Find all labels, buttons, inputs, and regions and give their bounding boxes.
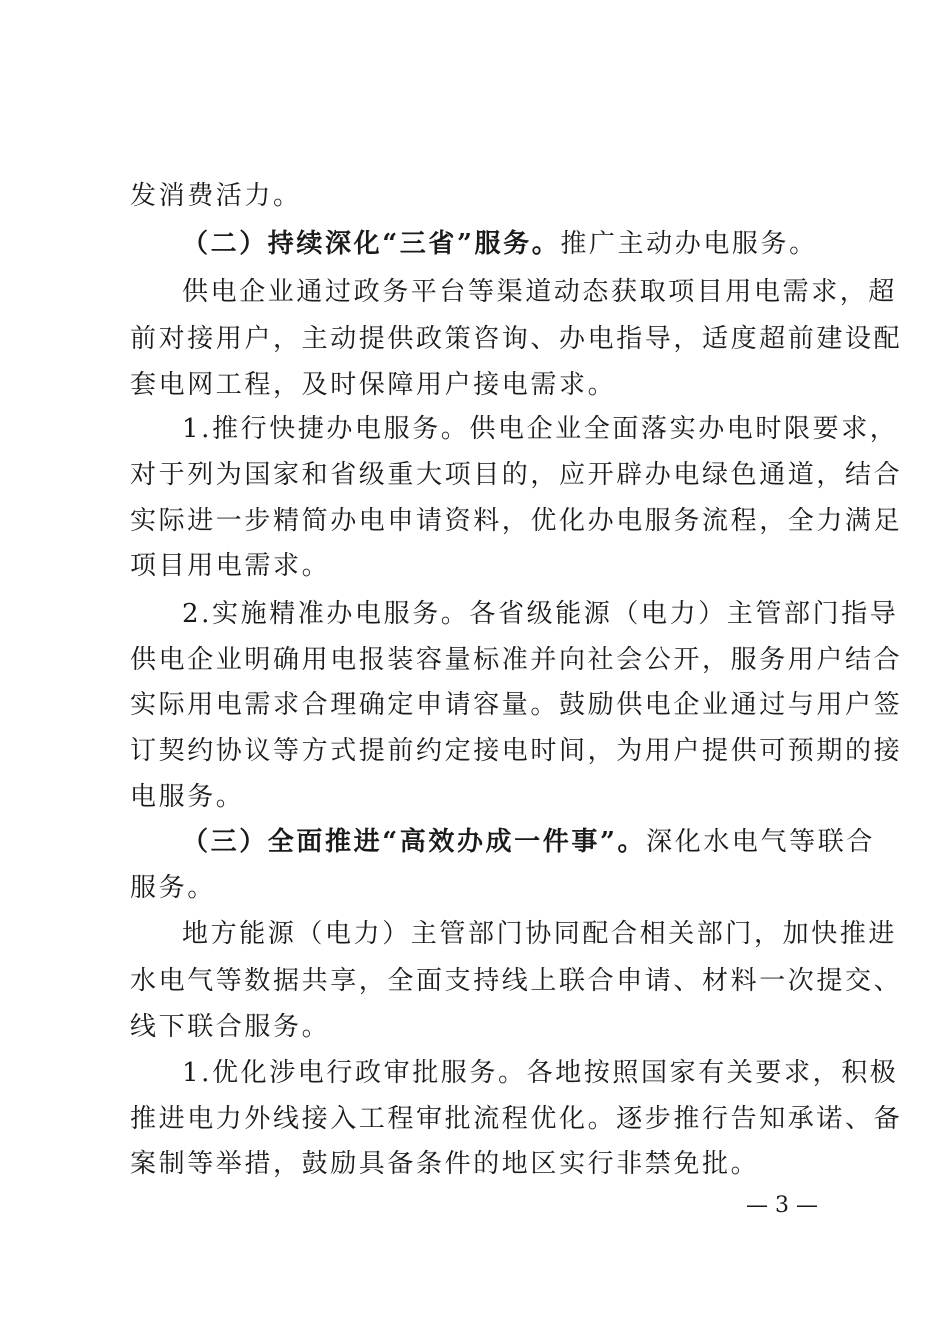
paragraph-line: 水电气等数据共享，全面支持线上联合申请、材料一次提交、 bbox=[130, 966, 903, 996]
paragraph-line: 1.优化涉电行政审批服务。各地按照国家有关要求，积极 bbox=[182, 1058, 899, 1088]
section-heading-2 bbox=[182, 228, 820, 260]
page-number: — 3 — bbox=[746, 1193, 818, 1218]
paragraph-line: 实际进一步精简办电申请资料，优化办电服务流程，全力满足 bbox=[130, 506, 903, 536]
paragraph-line: 1.推行快捷办电服务。供电企业全面落实办电时限要求， bbox=[182, 414, 899, 444]
paragraph-line: 线下联合服务。 bbox=[130, 1012, 331, 1042]
paragraph-line: 对于列为国家和省级重大项目的，应开辟办电绿色通道，结合 bbox=[130, 460, 903, 490]
paragraph-line: 2.实施精准办电服务。各省级能源（电力）主管部门指导 bbox=[182, 599, 899, 629]
section-heading-title: （二）持续深化“三省”服务。 bbox=[182, 229, 561, 259]
paragraph-line: 地方能源（电力）主管部门协同配合相关部门，加快推进 bbox=[182, 919, 898, 949]
paragraph-line: 实际用电需求合理确定申请容量。鼓励供电企业通过与用户签 bbox=[130, 690, 903, 720]
paragraph-line: 案制等举措，鼓励具备条件的地区实行非禁免批。 bbox=[130, 1149, 760, 1179]
section-heading-3 bbox=[182, 826, 875, 858]
paragraph-line: 服务。 bbox=[130, 873, 216, 903]
paragraph-line: 发消费活力。 bbox=[130, 181, 302, 211]
paragraph-line: 订契约协议等方式提前约定接电时间，为用户提供可预期的接 bbox=[130, 736, 903, 766]
paragraph-line: 供电企业明确用电报装容量标准并向社会公开，服务用户结合 bbox=[130, 645, 903, 675]
paragraph-line: 供电企业通过政务平台等渠道动态获取项目用电需求，超 bbox=[182, 277, 898, 307]
paragraph-line: 套电网工程，及时保障用户接电需求。 bbox=[130, 370, 617, 400]
paragraph-line: 推进电力外线接入工程审批流程优化。逐步推行告知承诺、备 bbox=[130, 1104, 903, 1134]
section-heading-subtitle: 深化水电气等联合 bbox=[646, 827, 875, 857]
paragraph-line: 电服务。 bbox=[130, 782, 245, 812]
section-heading-title: （三）全面推进“高效办成一件事”。 bbox=[182, 827, 647, 857]
paragraph-line: 项目用电需求。 bbox=[130, 551, 331, 581]
section-heading-subtitle: 推广主动办电服务。 bbox=[560, 229, 818, 259]
paragraph-line: 前对接用户，主动提供政策咨询、办电指导，适度超前建设配 bbox=[130, 324, 903, 354]
